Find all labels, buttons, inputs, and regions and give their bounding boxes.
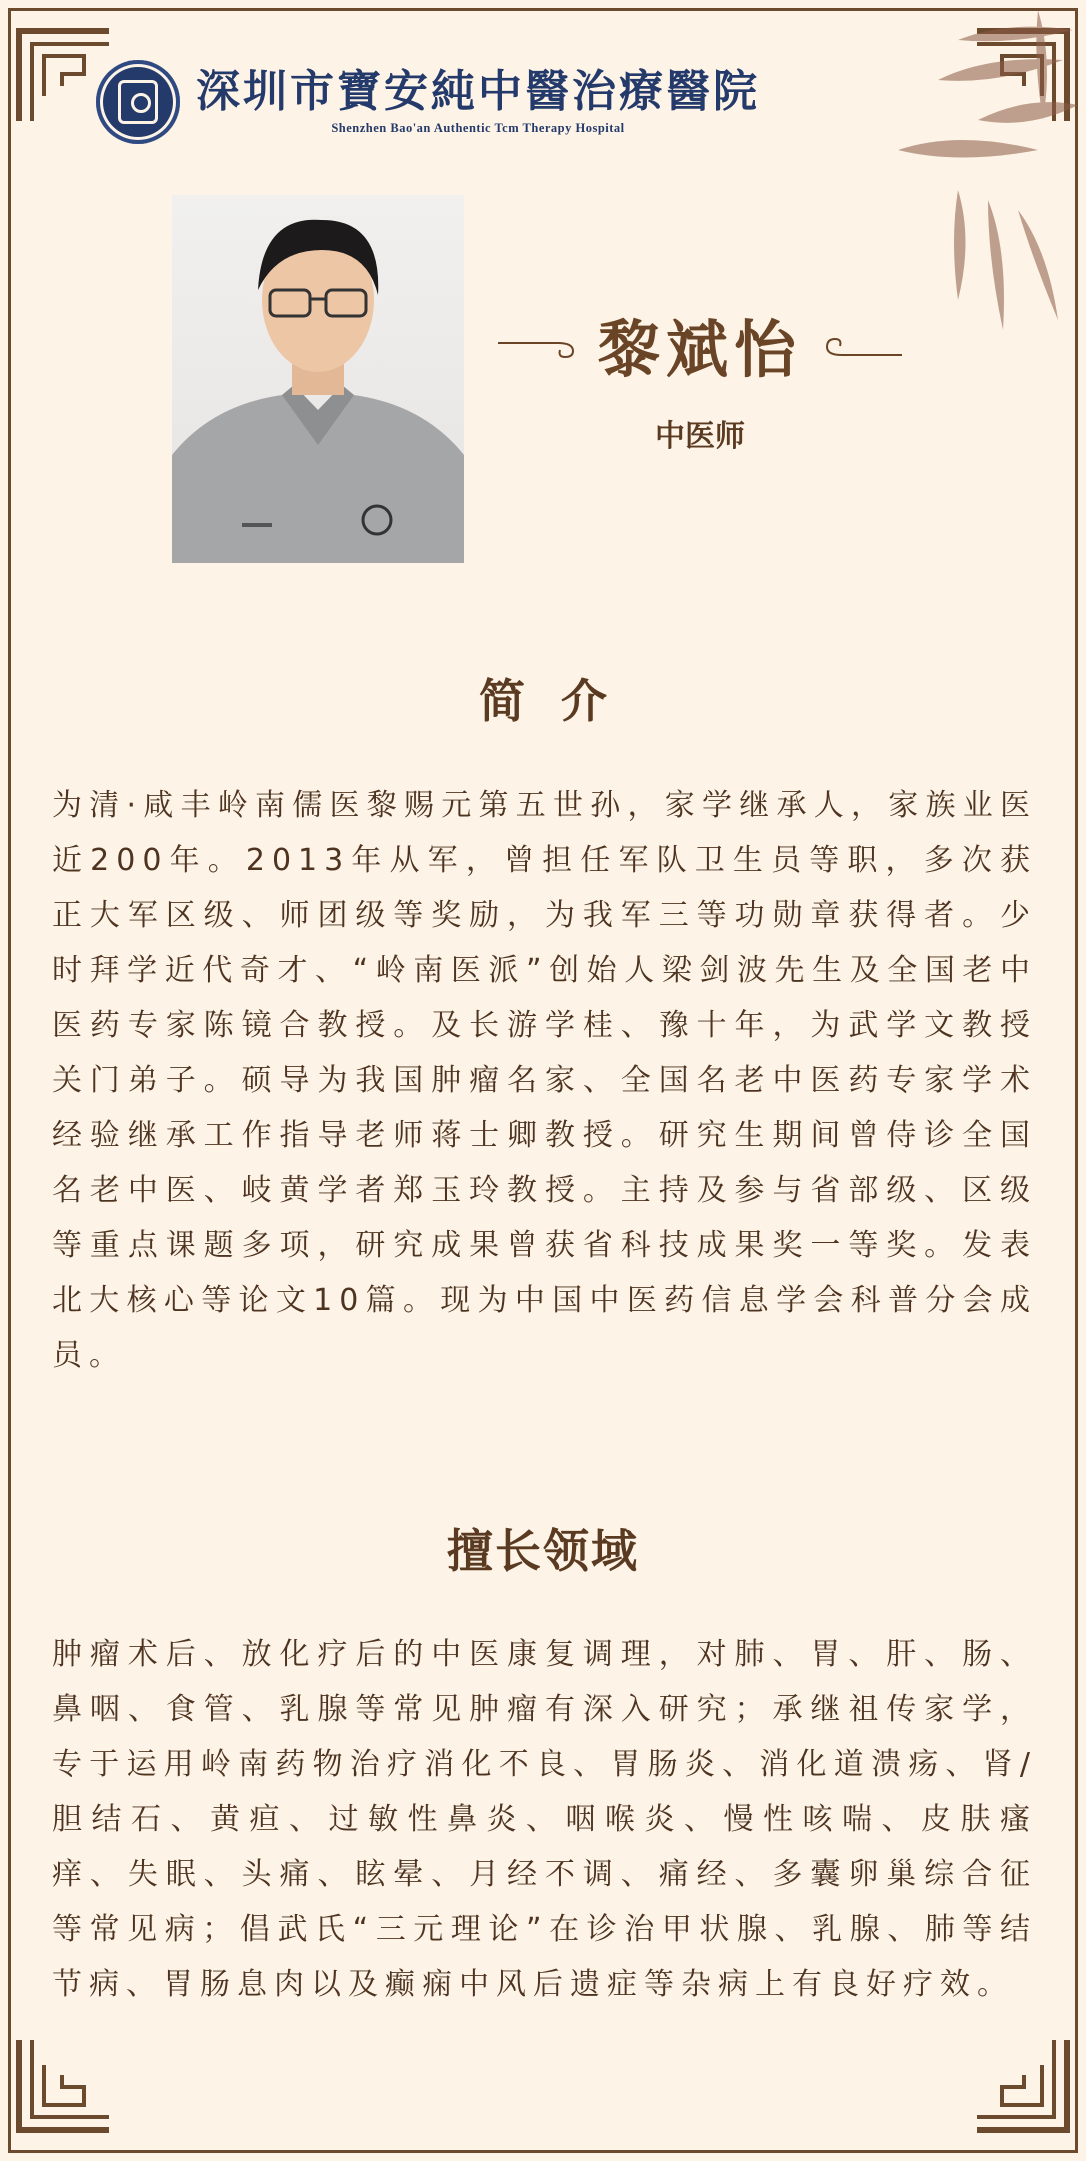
corner-ornament-bottom-left xyxy=(14,2035,114,2135)
flourish-right-icon xyxy=(812,325,902,365)
doctor-title: 中医师 xyxy=(655,419,745,454)
hospital-name-cn: 深圳市寶安純中醫治療醫院 xyxy=(196,66,760,118)
doctor-photo xyxy=(172,195,464,563)
hospital-name-block xyxy=(196,68,760,135)
specialty-heading: 擅长领域 xyxy=(447,1524,639,1578)
introduction-text: 为清·咸丰岭南儒医黎赐元第五世孙，家学继承人，家族业医近200年。2013年从军，曾担任军队卫生员等职，多次获正大军区级、师团级等奖励，为我军三等功勋章获得者。少时拜学近代奇才、“岭南医派”创始人梁剑波先生及全国老中医药专家陈镜合教授。及长游学桂、豫十年，为武学文教授关门弟子。硕导为我国肿瘤名家、全国名老中医药专家学术经验继承工作指导老师蒋士卿教授。研究生期间曾侍诊全国名老中医、岐黄学者郑玉玲教授。主持及参与省部级、区级等重点课题多项，研究成果曾获省科技成果奖一等奖。发表北大核心等论文10篇。现为中国中医药信息学会科普分会成员。 xyxy=(52,788,1037,1373)
doctor-name-block xyxy=(480,300,920,455)
doctor-name: 黎斌怡 xyxy=(597,313,802,386)
flourish-left-icon xyxy=(498,325,588,365)
corner-ornament-bottom-right xyxy=(972,2035,1072,2135)
introduction-heading: 简介 xyxy=(479,674,643,728)
specialty-text: 肿瘤术后、放化疗后的中医康复调理，对肺、胃、肝、肠、鼻咽、食管、乳腺等常见肿瘤有深入研究；承继祖传家学，专于运用岭南药物治疗消化不良、胃肠炎、消化道溃疡、肾/胆结石、黄疸、过敏性鼻炎、咽喉炎、慢性咳喘、皮肤瘙痒、失眠、头痛、眩晕、月经不调、痛经、多囊卵巢综合征等常见病；倡武氏“三元理论”在诊治甲状腺、乳腺、肺等结节病、胃肠息肉以及癫痫中风后遗症等杂病上有良好疗效。 xyxy=(52,1637,1037,2002)
hospital-logo xyxy=(96,60,180,144)
hospital-name-en: Shenzhen Bao'an Authentic Tcm Therapy Hospital xyxy=(331,120,625,135)
hospital-header xyxy=(96,60,760,144)
